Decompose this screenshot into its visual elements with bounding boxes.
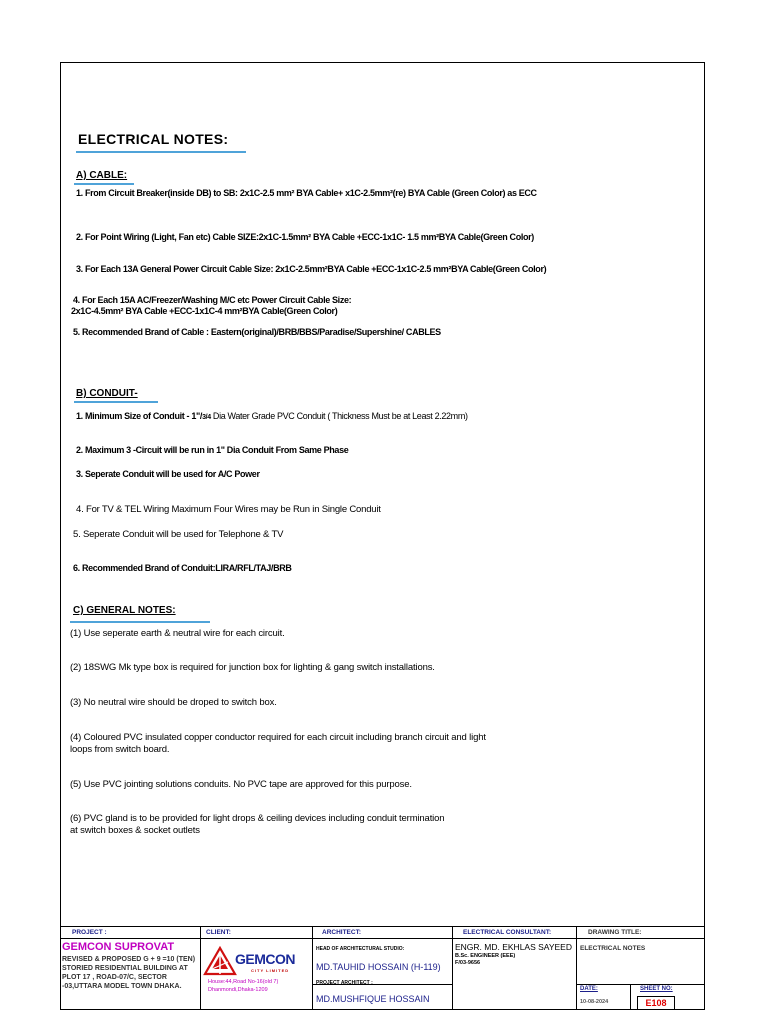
fraction-three-quarter: 3/4 xyxy=(202,414,211,421)
cable-item-2: 2. For Point Wiring (Light, Fan etc) Cable SIZE:2x1C-1.5mm² BYA Cable +ECC-1x1C- 1.5 mm²BYA Cable(Green Color) xyxy=(76,232,534,242)
conduit-heading: B) CONDUIT- xyxy=(76,388,138,399)
notes-title: ELECTRICAL NOTES: xyxy=(78,131,229,147)
project-label: PROJECT : xyxy=(72,929,107,936)
architect-label: ARCHITECT: xyxy=(322,929,361,936)
client-label: CLIENT: xyxy=(206,929,231,936)
tb-divider-4 xyxy=(576,926,577,1010)
cable-item-3: 3. For Each 13A General Power Circuit Cable Size: 2x1C-2.5mm²BYA Cable +ECC-1x1C-2.5 mm²BYA Cable(Green Color) xyxy=(76,264,547,274)
conduit-item-3: 3. Seperate Conduit will be used for A/C Power xyxy=(76,469,260,479)
conduit-item-2: 2. Maximum 3 -Circuit will be run in 1" Dia Conduit From Same Phase xyxy=(76,445,349,455)
head-studio-label: HEAD OF ARCHITECTURAL STUDIO: xyxy=(316,946,405,952)
sheet-no-label: SHEET NO: xyxy=(640,986,673,992)
cable-heading: A) CABLE: xyxy=(76,170,128,181)
general-item-5: (5) Use PVC jointing solutions conduits. No PVC tape are approved for this purpose. xyxy=(70,779,412,790)
consultant-degree: B.Sc. ENGINEER (EEE) xyxy=(455,953,516,959)
date-label: DATE: xyxy=(580,986,598,992)
general-item-4-line-1: (4) Coloured PVC insulated copper conductor required for each circuit including branch circuit and light xyxy=(70,732,486,743)
tb-date-divider xyxy=(630,984,631,1010)
general-item-6-line-2: at switch boxes & socket outlets xyxy=(70,825,200,836)
conduit-item-5: 5. Seperate Conduit will be used for Telephone & TV xyxy=(73,529,284,540)
conduit-heading-underline xyxy=(74,401,158,403)
project-description: REVISED & PROPOSED G + 9 =10 (TEN) STORIED RESIDENTIAL BUILDING AT PLOT 17 , ROAD-07/C, SECTOR -03,UTTARA MODEL TOWN DHAKA. xyxy=(62,956,196,990)
tb-header-rule xyxy=(60,938,705,939)
cable-item-1: 1. From Circuit Breaker(inside DB) to SB: 2x1C-2.5 mm² BYA Cable+ x1C-2.5mm²(re) BYA Cable (Green Color) as ECC xyxy=(76,188,537,198)
general-item-4-line-2: loops from switch board. xyxy=(70,744,170,755)
client-logo-text: GEMCON xyxy=(235,951,295,967)
general-item-2: (2) 18SWG Mk type box is required for junction box for lighting & gang switch installations. xyxy=(70,662,435,673)
tb-top-rule xyxy=(60,926,705,927)
conduit-item-1: 1. Minimum Size of Conduit - 1"/3/4 Dia Water Grade PVC Conduit ( Thickness Must be at Least 2.22mm) xyxy=(76,411,468,421)
date-value: 10-08-2024 xyxy=(580,999,609,1005)
general-heading: C) GENERAL NOTES: xyxy=(73,605,176,616)
notes-title-underline xyxy=(76,151,246,153)
drawing-title: ELECTRICAL NOTES xyxy=(580,945,646,952)
head-studio-name: MD.TAUHID HOSSAIN (H-119) xyxy=(316,962,441,972)
sheet-no-value: E108 xyxy=(637,996,675,1010)
gemcon-logo-icon xyxy=(203,946,237,976)
tb-divider-2 xyxy=(312,926,313,1010)
cable-heading-underline xyxy=(74,183,134,185)
client-logo-subtext: CITY LIMITED xyxy=(251,968,290,973)
conduit-item-6: 6. Recommended Brand of Conduit:LIRA/RFL/TAJ/BRB xyxy=(73,563,292,573)
consultant-name: ENGR. MD. EKHLAS SAYEED xyxy=(455,942,572,952)
tb-drawing-rule xyxy=(576,984,705,985)
conduit-item-4: 4. For TV & TEL Wiring Maximum Four Wires may be Run in Single Conduit xyxy=(76,504,381,515)
project-architect-label: PROJECT ARCHITECT : xyxy=(316,980,373,986)
tb-divider-1 xyxy=(200,926,201,1010)
cable-item-4-line-2: 2x1C-4.5mm² BYA Cable +ECC-1x1C-4 mm²BYA Cable(Green Color) xyxy=(71,306,338,316)
drawing-title-label: DRAWING TITLE: xyxy=(588,929,642,936)
project-architect-name: MD.MUSHFIQUE HOSSAIN xyxy=(316,994,430,1004)
title-block xyxy=(60,926,705,1010)
general-heading-underline xyxy=(70,621,210,623)
general-item-3: (3) No neutral wire should be droped to switch box. xyxy=(70,697,277,708)
client-address-line-2: Dhanmondi,Dhaka-1209 xyxy=(208,987,268,993)
client-address-line-1: House:44,Road No-16(old 7) xyxy=(208,979,279,985)
cable-item-5: 5. Recommended Brand of Cable : Eastern(original)/BRB/BBS/Paradise/Supershine/ CABLES xyxy=(73,327,441,337)
tb-divider-3 xyxy=(452,926,453,1010)
project-name: GEMCON SUPROVAT xyxy=(62,941,175,953)
consultant-id: F/03-9656 xyxy=(455,960,481,966)
general-item-1: (1) Use seperate earth & neutral wire for each circuit. xyxy=(70,628,285,639)
consultant-label: ELECTRICAL CONSULTANT: xyxy=(463,929,552,936)
cable-item-4-line-1: 4. For Each 15A AC/Freezer/Washing M/C etc Power Circuit Cable Size: xyxy=(73,295,352,305)
general-item-6-line-1: (6) PVC gland is to be provided for light drops & ceiling devices including conduit termination xyxy=(70,813,445,824)
